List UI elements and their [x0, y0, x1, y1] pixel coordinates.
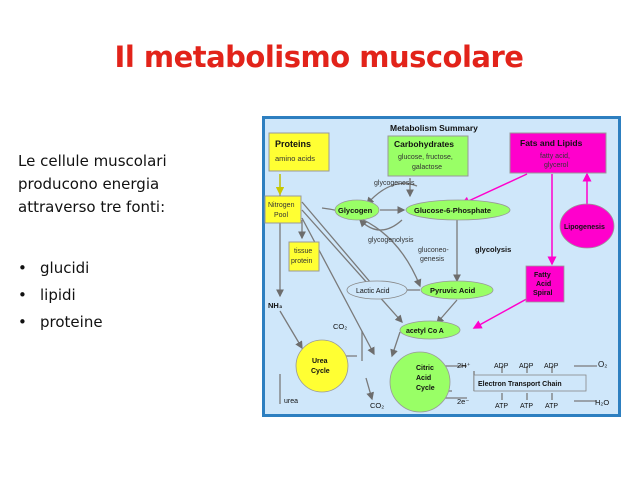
list-item-lipidi	[18, 282, 103, 309]
co2-top-label: CO₂	[333, 322, 348, 331]
o2-label: O₂	[598, 360, 608, 369]
gluconeogenesis-label-1: gluconeo-	[418, 247, 449, 254]
spiral-label: Spiral	[533, 290, 553, 297]
carb-sugars-label: glucose, fructose,	[398, 154, 453, 161]
glycogenesis-label: glycogenesis	[374, 180, 415, 187]
pool-label: Pool	[274, 212, 289, 219]
amino-acids-label: amino acids	[275, 154, 316, 163]
e-minus-label: 2e⁻	[457, 397, 470, 406]
tissue-protein-box	[289, 242, 319, 271]
urea-cycle-label-1: Urea	[312, 358, 328, 365]
acid-cycle-label: Acid	[416, 375, 432, 382]
list-item-label: glucidi	[40, 259, 90, 277]
adp-label-1: ADP	[494, 363, 509, 370]
diagram-title: Metabolism Summary	[390, 123, 478, 133]
acetyl-coa-label: acetyl Co A	[406, 328, 444, 335]
tissue-label: tissue	[294, 248, 313, 255]
atp-label-3: ATP	[545, 403, 559, 410]
glycolysis-label: glycolysis	[475, 245, 512, 254]
intro-line-2: producono energia	[18, 175, 160, 193]
citric-label: Citric	[416, 365, 434, 372]
energy-sources-list	[18, 255, 103, 336]
carb-galactose-label: galactose	[412, 164, 442, 171]
gluconeogenesis-label-2: genesis	[420, 256, 445, 263]
citric-acid-cycle-node	[390, 352, 450, 412]
proteins-label: Proteins	[275, 139, 312, 149]
electron-transport-chain-label: Electron Transport Chain	[478, 381, 562, 388]
urea-label: urea	[284, 398, 299, 405]
protein-label: protein	[291, 258, 313, 265]
list-item-label: proteine	[40, 313, 103, 331]
nh3-label: NH₃	[268, 301, 283, 310]
glucose-6-phosphate-label: Glucose-6-Phosphate	[414, 206, 492, 215]
glycerol-label: glycerol	[544, 162, 569, 169]
urea-cycle-label-2: Cycle	[311, 368, 330, 375]
glycogen-label: Glycogen	[338, 206, 373, 215]
intro-line-1: Le cellule muscolari	[18, 152, 167, 170]
co2-bottom-label: CO₂	[370, 401, 385, 410]
lactic-acid-label: Lactic Acid	[356, 288, 390, 295]
slide-title: Il metabolismo muscolare	[114, 40, 524, 74]
pyruvic-acid-label: Pyruvic Acid	[430, 286, 476, 295]
bullet-icon: •	[18, 286, 27, 304]
atp-label-1: ATP	[495, 403, 509, 410]
cycle-label: Cycle	[416, 385, 435, 392]
list-item-label: lipidi	[40, 286, 76, 304]
nitrogen-label: Nitrogen	[268, 202, 295, 209]
intro-text	[18, 150, 243, 219]
intro-line-3: attraverso tre fonti:	[18, 198, 166, 216]
h2o-label: H₂O	[595, 398, 610, 407]
metabolism-summary-diagram	[262, 116, 621, 417]
lipogenesis-label: Lipogenesis	[564, 224, 605, 231]
adp-label-2: ADP	[519, 363, 534, 370]
bullet-icon: •	[18, 313, 27, 331]
list-item-proteine	[18, 309, 103, 336]
carbohydrates-label: Carbohydrates	[394, 139, 454, 149]
fatty-acid-label: fatty acid,	[540, 153, 570, 160]
adp-label-3: ADP	[544, 363, 559, 370]
fats-label: Fats and Lipids	[520, 138, 583, 148]
urea-cycle-node	[296, 340, 348, 392]
acid-label: Acid	[536, 281, 552, 288]
list-item-glucidi	[18, 255, 103, 282]
h-plus-label: 2H⁺	[457, 361, 471, 370]
atp-label-2: ATP	[520, 403, 534, 410]
bullet-icon: •	[18, 259, 27, 277]
fatty-label: Fatty	[534, 272, 551, 279]
glycogenolysis-label: glycogenolysis	[368, 237, 414, 244]
